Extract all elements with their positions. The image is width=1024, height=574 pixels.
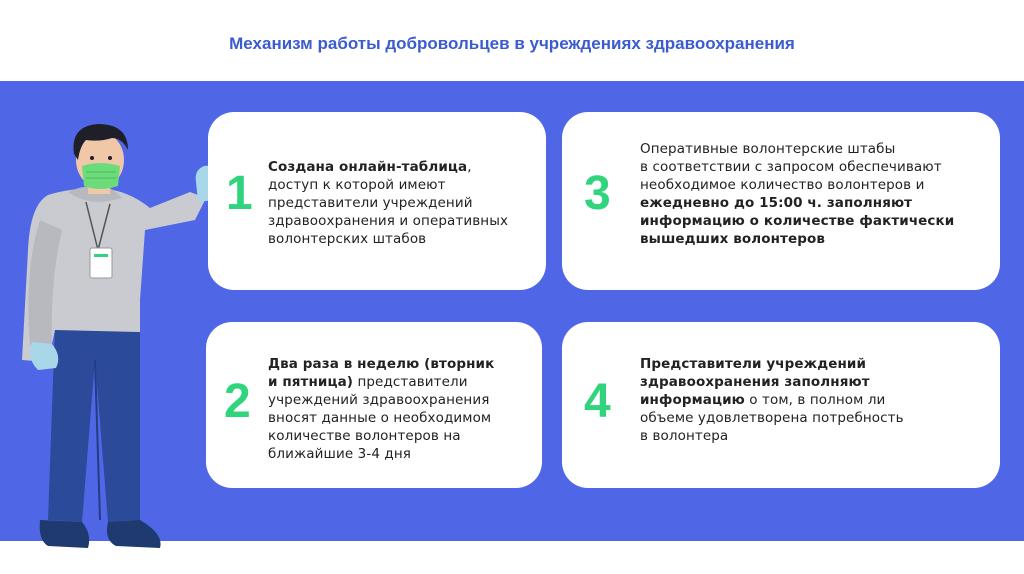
- step-4-line: в волонтера: [640, 428, 729, 444]
- step-2-bold: Два раза в неделю (вторник: [268, 356, 495, 372]
- step-1-line: здравоохранения и оперативных: [268, 213, 509, 229]
- step-4-bold: здравоохранения заполняют: [640, 374, 870, 390]
- step-number-2: 2: [224, 375, 251, 428]
- step-number-4: 4: [584, 375, 611, 428]
- step-1-comma: ,: [467, 159, 472, 175]
- step-4-after-bold: о том, в полном ли: [744, 392, 886, 408]
- volunteer-illustration: [0, 120, 240, 560]
- step-4-bold: информацию: [640, 392, 745, 408]
- step-1-line: представители учреждений: [268, 195, 473, 211]
- step-2-after-bold: представители: [353, 374, 468, 390]
- step-2-bold: и пятница): [268, 374, 354, 390]
- step-number-1: 1: [226, 167, 253, 220]
- step-2-line: вносят данные о необходимом: [268, 410, 492, 426]
- step-text-4: [640, 355, 992, 445]
- step-3-bold: информацию о количестве фактически: [640, 213, 955, 229]
- step-text-3: [640, 140, 992, 248]
- step-number-3: 3: [584, 167, 611, 220]
- step-3-bold: ежедневно до 15:00 ч. заполняют: [640, 195, 913, 211]
- step-1-bold: Создана онлайн-таблица: [268, 159, 468, 175]
- step-3-line: Оперативные волонтерские штабы: [640, 141, 896, 157]
- page-title: Механизм работы добровольцев в учреждениях здравоохранения: [229, 34, 795, 53]
- step-4-line: объеме удовлетворена потребность: [640, 410, 904, 426]
- step-1-line: доступ к которой имеют: [268, 177, 446, 193]
- step-text-2: [268, 355, 538, 463]
- step-text-1: [268, 158, 538, 248]
- step-4-bold: Представители учреждений: [640, 356, 867, 372]
- step-3-line: необходимое количество волонтеров и: [640, 177, 925, 193]
- step-3-line: в соответствии с запросом обеспечивают: [640, 159, 942, 175]
- step-2-line: количестве волонтеров на: [268, 428, 461, 444]
- step-2-line: учреждений здравоохранения: [268, 392, 490, 408]
- step-1-line: волонтерских штабов: [268, 231, 427, 247]
- step-2-line: ближайшие 3-4 дня: [268, 446, 411, 462]
- step-3-bold: вышедших волонтеров: [640, 231, 826, 247]
